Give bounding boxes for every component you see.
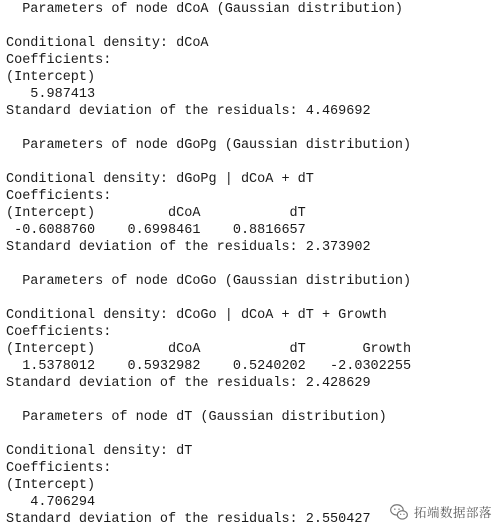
conditional-density-line: Conditional density: dGoPg | dCoA + dT — [6, 172, 314, 187]
conditional-density-line: Conditional density: dCoA — [6, 36, 209, 51]
console-output — [6, 1, 411, 528]
coefficients-label: Coefficients: — [6, 189, 112, 204]
blank-line — [6, 290, 411, 307]
blank-line — [6, 426, 411, 443]
node-header-dcogo: Parameters of node dCoGo (Gaussian distribution) — [6, 274, 412, 289]
residual-sd-line: Standard deviation of the residuals: 2.373902 — [6, 240, 371, 255]
coefficient-values: 1.5378012 0.5932982 0.5240202 -2.0302255 — [6, 359, 412, 374]
coefficient-headers: (Intercept) dCoA dT — [6, 206, 306, 221]
node-header-dgopg: Parameters of node dGoPg (Gaussian distribution) — [6, 138, 412, 153]
watermark-text: 拓端数据部落 — [413, 505, 492, 520]
coefficient-values: 4.706294 — [6, 495, 96, 510]
node-header-dcoa: Parameters of node dCoA (Gaussian distribution) — [6, 2, 403, 17]
blank-line — [6, 18, 411, 35]
blank-line — [6, 154, 411, 171]
conditional-density-line: Conditional density: dT — [6, 444, 193, 459]
coefficients-label: Coefficients: — [6, 53, 112, 68]
watermark — [389, 502, 492, 522]
residual-sd-line: Standard deviation of the residuals: 2.428629 — [6, 376, 371, 391]
coefficients-label: Coefficients: — [6, 461, 112, 476]
blank-line — [6, 392, 411, 409]
residual-sd-line: Standard deviation of the residuals: 2.550427 — [6, 512, 371, 527]
blank-line — [6, 120, 411, 137]
node-header-dt: Parameters of node dT (Gaussian distribution) — [6, 410, 387, 425]
wechat-icon — [389, 502, 409, 522]
coefficient-headers: (Intercept) — [6, 478, 96, 493]
residual-sd-line: Standard deviation of the residuals: 4.469692 — [6, 104, 371, 119]
coefficients-label: Coefficients: — [6, 325, 112, 340]
coefficient-values: 5.987413 — [6, 87, 96, 102]
coefficient-headers: (Intercept) dCoA dT Growth — [6, 342, 412, 357]
coefficient-headers: (Intercept) — [6, 70, 96, 85]
coefficient-values: -0.6088760 0.6998461 0.8816657 — [6, 223, 306, 238]
conditional-density-line: Conditional density: dCoGo | dCoA + dT + Growth — [6, 308, 387, 323]
blank-line — [6, 256, 411, 273]
